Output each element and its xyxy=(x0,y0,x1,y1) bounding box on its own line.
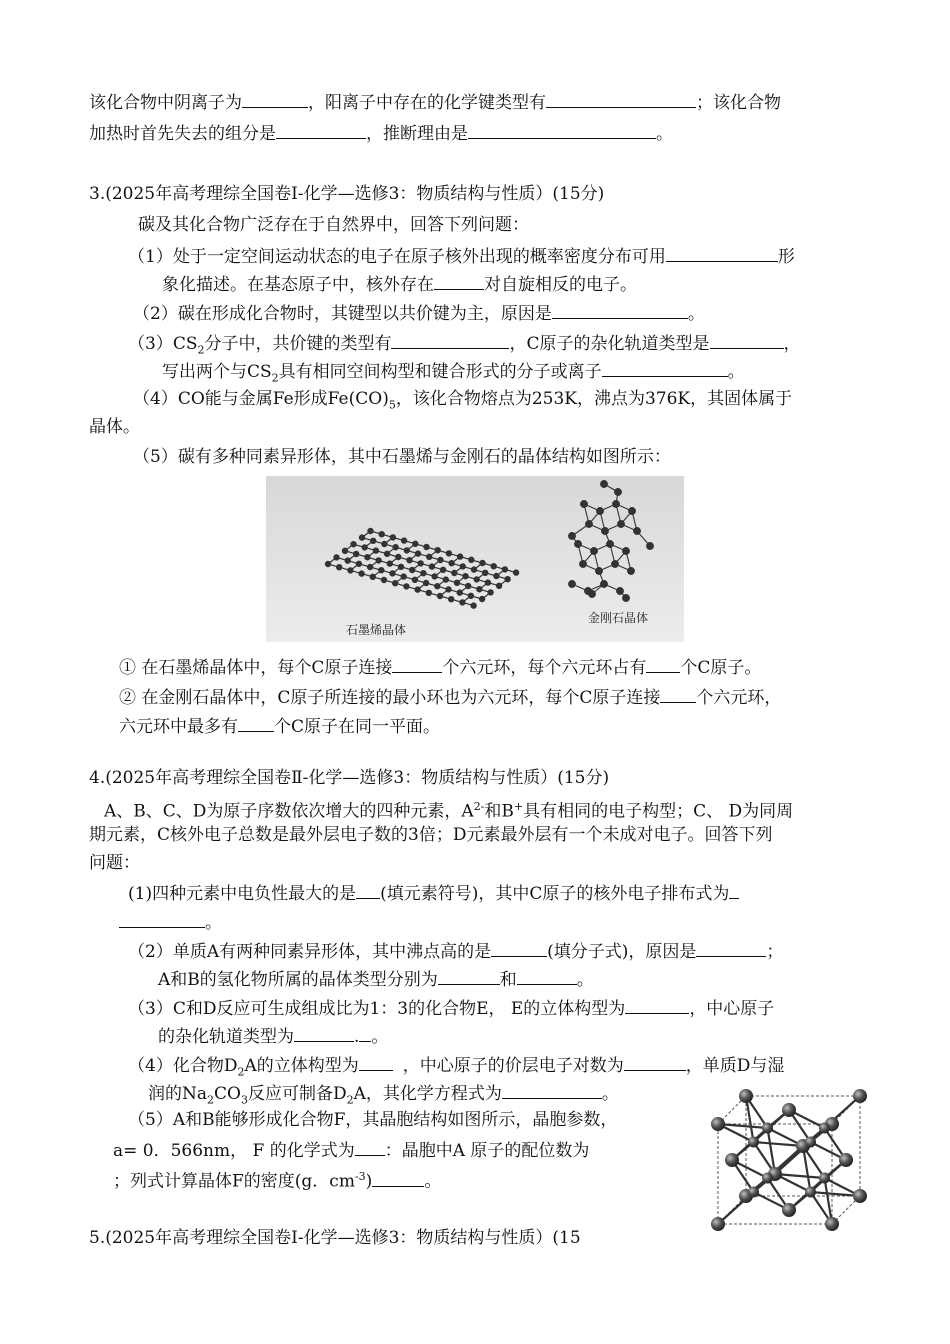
graphene-atom xyxy=(402,538,407,543)
graphene-atom xyxy=(457,590,462,595)
carbon-allotropes-figure xyxy=(266,476,684,642)
graphene-label: 石墨烯晶体 xyxy=(346,623,407,637)
diamond-atom xyxy=(589,591,596,598)
subscript: 2 xyxy=(207,1093,215,1107)
diamond-atom xyxy=(569,581,576,588)
graphene-atom xyxy=(390,571,395,576)
graphene-atom xyxy=(393,581,398,586)
graphene-atom xyxy=(485,580,490,585)
cell-atom-small xyxy=(819,1173,830,1184)
graphene-atom xyxy=(413,541,418,546)
graphene-atom xyxy=(441,567,446,572)
answer-blank[interactable] xyxy=(666,243,778,262)
text: A、B、C、D为原子序数依次增大的四种元素，A xyxy=(104,801,474,822)
text: 。 xyxy=(424,1171,442,1192)
graphene-atom xyxy=(334,555,339,560)
answer-blank[interactable] xyxy=(710,330,784,349)
q4-part5-cont xyxy=(113,1137,589,1161)
diamond-atom xyxy=(586,521,593,528)
answer-blank[interactable] xyxy=(359,1023,371,1042)
answer-blank[interactable] xyxy=(624,1052,686,1071)
q3-part3 xyxy=(128,330,801,357)
text: 个C原子在同一平面。 xyxy=(274,717,441,737)
graphene-atom xyxy=(379,532,384,537)
q4-part4 xyxy=(128,1052,785,1079)
graphene-atom xyxy=(356,561,361,566)
q3-part4 xyxy=(133,387,792,411)
q3-sub2-cont xyxy=(119,713,440,737)
answer-blank[interactable] xyxy=(517,966,577,985)
graphene-atom xyxy=(393,545,398,550)
text: ，中心原子 xyxy=(689,999,775,1019)
answer-blank[interactable] xyxy=(502,1080,602,1099)
graphene-atom xyxy=(365,555,370,560)
superscript: + xyxy=(513,800,524,813)
text: 。 xyxy=(205,913,222,933)
text: （2）碳在形成化合物时，其键型以共价键为主，原因是 xyxy=(133,304,552,324)
cell-atom-large xyxy=(725,1153,739,1167)
answer-blank[interactable] xyxy=(625,995,689,1014)
diamond-atom xyxy=(591,548,598,555)
graphene-atom xyxy=(505,577,510,582)
superscript: -3 xyxy=(354,1170,366,1183)
graphene-atom xyxy=(407,558,412,563)
graphene-atom xyxy=(488,590,493,595)
q5-heading: 5.(2025年高考理综全国卷Ⅰ-化学—选修3：物质结构与性质）(15 xyxy=(89,1228,581,1248)
text: a= 0．566nm， F 的化学式为 xyxy=(113,1141,355,1161)
text: （3）C和D反应可生成组成比为1：3的化合物E， E的立体构型为 xyxy=(128,999,626,1019)
subscript: 3 xyxy=(240,1093,248,1107)
text: A的立体构型为 xyxy=(244,1056,359,1076)
graphene-atom xyxy=(359,571,364,576)
text: 形 xyxy=(777,247,795,267)
diamond-atom xyxy=(623,595,630,602)
text: ② 在金刚石晶体中，C原子所连接的最小环也为六元环，每个C原子连接 xyxy=(119,688,661,708)
graphene-atom xyxy=(466,583,471,588)
cell-atom-large xyxy=(711,1117,725,1131)
diamond-atom xyxy=(602,528,609,535)
q3-sub2 xyxy=(119,684,781,708)
graphene-atom xyxy=(345,558,350,563)
answer-blank[interactable] xyxy=(491,938,547,957)
answer-blank[interactable] xyxy=(242,89,308,108)
q4-part1-cont xyxy=(119,909,222,933)
graphene-atom xyxy=(362,545,367,550)
graphene-atom xyxy=(483,570,488,575)
q4-part4-cont xyxy=(148,1080,619,1107)
q2-line-2 xyxy=(89,120,673,144)
text: ，C原子的杂化轨道类型是 xyxy=(509,334,710,354)
graphene-atom xyxy=(446,587,451,592)
graphene-atom xyxy=(468,593,473,598)
answer-blank[interactable] xyxy=(276,120,366,139)
subscript: 2 xyxy=(271,371,279,385)
graphene-atom xyxy=(342,548,347,553)
q4-intro-3: 问题： xyxy=(89,853,140,873)
text: ，单质D与湿 xyxy=(685,1056,785,1076)
q3-part1-cont xyxy=(162,271,637,295)
text: 和B xyxy=(484,801,514,822)
graphene-atom xyxy=(471,603,476,608)
subscript: 2 xyxy=(237,1065,245,1079)
graphene-atom xyxy=(480,596,485,601)
graphene-atom xyxy=(415,551,420,556)
graphene-atom xyxy=(415,587,420,592)
cell-atom-large xyxy=(782,1203,796,1217)
text: (填分子式)，原因是 xyxy=(547,942,697,962)
text: (1)四种元素中电负性最大的是 xyxy=(128,884,357,904)
graphene-atom xyxy=(359,535,364,540)
answer-blank[interactable] xyxy=(391,330,509,349)
graphene-atom xyxy=(398,564,403,569)
graphene-atom xyxy=(354,551,359,556)
graphene-atom xyxy=(351,542,356,547)
cell-atom-small xyxy=(819,1123,830,1134)
text: 的杂化轨道类型为 xyxy=(158,1027,294,1047)
graphene-atom xyxy=(497,583,502,588)
text: ① 在石墨烯晶体中，每个C原子连接 xyxy=(119,658,393,678)
cell-atom-large xyxy=(825,1217,839,1231)
graphene-atom xyxy=(449,561,454,566)
graphene-atom xyxy=(373,548,378,553)
answer-blank[interactable] xyxy=(238,713,274,732)
subscript: 2 xyxy=(346,1093,354,1107)
graphene-atom xyxy=(463,574,468,579)
text: 对自旋相反的电子。 xyxy=(484,275,637,295)
graphene-atom xyxy=(410,567,415,572)
subscript: 5 xyxy=(388,398,396,412)
diamond-atom xyxy=(607,541,614,548)
answer-blank[interactable] xyxy=(434,271,484,290)
q4-part2-cont xyxy=(158,966,594,990)
answer-blank[interactable] xyxy=(546,89,696,108)
text: 分子中，共价键的类型有 xyxy=(204,334,392,354)
graphene-atom xyxy=(477,587,482,592)
q3-part1 xyxy=(128,243,795,267)
answer-blank[interactable] xyxy=(355,1137,385,1156)
graphene-atom xyxy=(368,528,373,533)
graphene-atom xyxy=(502,567,507,572)
graphene-atom xyxy=(424,580,429,585)
text: （4）化合物D xyxy=(128,1056,238,1076)
text: ， xyxy=(783,334,801,354)
text: 。 xyxy=(371,1027,389,1047)
graphene-atom xyxy=(474,577,479,582)
diamond-atom xyxy=(596,568,603,575)
answer-blank[interactable] xyxy=(468,120,656,139)
graphene-atom xyxy=(452,570,457,575)
q3-part2 xyxy=(133,300,705,324)
text: ；该化合物 xyxy=(696,93,781,113)
diamond-atom xyxy=(580,561,587,568)
graphene-atom xyxy=(404,548,409,553)
graphene-atom xyxy=(469,557,474,562)
text: 个六元环，每个六元环占有 xyxy=(442,658,647,678)
graphene-atom xyxy=(460,600,465,605)
diamond-atom xyxy=(612,561,619,568)
answer-blank[interactable] xyxy=(119,909,205,928)
graphene-atom xyxy=(337,565,342,570)
graphene-atom xyxy=(401,574,406,579)
cell-atom-small xyxy=(748,1137,759,1148)
text: 和 xyxy=(499,970,517,990)
crystal-cell-graphic xyxy=(700,1086,872,1232)
text: 六元环中最多有 xyxy=(119,717,238,737)
answer-blank[interactable] xyxy=(359,1052,393,1071)
answer-blank[interactable] xyxy=(552,300,688,319)
graphene-atom xyxy=(370,574,375,579)
diamond-label: 金刚石晶体 xyxy=(588,611,649,625)
graphene-atom xyxy=(379,568,384,573)
q3-heading: 3.(2025年高考理综全国卷Ⅰ-化学—选修3：物质结构与性质）(15分) xyxy=(89,184,605,204)
diamond-atom xyxy=(623,548,630,555)
graphene-atom xyxy=(371,538,376,543)
answer-blank[interactable] xyxy=(392,654,442,673)
graphene-atom xyxy=(382,541,387,546)
graphene-atom xyxy=(494,573,499,578)
subscript: 2 xyxy=(197,343,205,357)
graphene-atom xyxy=(426,590,431,595)
cell-atom-small xyxy=(748,1187,759,1198)
diamond-atom xyxy=(628,568,635,575)
text: 个六元环， xyxy=(696,688,782,708)
q4-intro-1 xyxy=(104,795,794,822)
diamond-atom xyxy=(581,501,588,508)
graphene-atom xyxy=(325,561,330,566)
text: ，中心原子的价层电子对数为 xyxy=(402,1056,624,1076)
graphene-atom xyxy=(421,571,426,576)
diamond-atom xyxy=(601,481,608,488)
graphene-atom xyxy=(435,548,440,553)
text: ) xyxy=(365,1171,373,1192)
text: (填元素符号)，其中C原子的核外电子排布式为 xyxy=(380,884,730,904)
diamond-atom xyxy=(597,508,604,515)
graphene-atom xyxy=(491,564,496,569)
diamond-atom xyxy=(575,541,582,548)
diamond-atom xyxy=(647,543,654,550)
diamond-atom xyxy=(618,521,625,528)
text: 。 xyxy=(601,1084,619,1104)
text: ；列式计算晶体F的密度(g．cm xyxy=(113,1171,355,1192)
graphene-atom xyxy=(418,561,423,566)
graphene-atom xyxy=(437,593,442,598)
graphene-atom xyxy=(460,564,465,569)
text: 具有相同的电子构型；C、 D为同周 xyxy=(523,801,794,822)
text: ； xyxy=(766,942,784,962)
q4-part1 xyxy=(128,880,739,904)
diamond-atom xyxy=(613,501,620,508)
graphene-atom xyxy=(404,584,409,589)
graphene-atom xyxy=(438,557,443,562)
answer-blank[interactable] xyxy=(356,880,380,899)
graphene-atom xyxy=(454,580,459,585)
text: ，推断理由是 xyxy=(366,124,468,144)
text: 个C原子。 xyxy=(680,658,762,678)
q4-part3 xyxy=(128,995,774,1019)
diamond-atom xyxy=(615,489,622,496)
graphene-atom xyxy=(424,544,429,549)
cell-atom-small xyxy=(762,1173,773,1184)
q3-part3-cont xyxy=(162,358,745,385)
cell-atom-large xyxy=(711,1217,725,1231)
graphene-atom xyxy=(427,554,432,559)
q3-part4-cont: 晶体。 xyxy=(89,417,140,437)
q2-line-1 xyxy=(89,89,781,113)
text: 。 xyxy=(656,124,673,144)
text: （3）CS xyxy=(128,334,198,354)
graphene-atom xyxy=(435,584,440,589)
text: （1）处于一定空间运动状态的电子在原子核外出现的概率密度分布可用 xyxy=(128,247,666,267)
graphene-atom xyxy=(381,577,386,582)
graphene-atom xyxy=(385,551,390,556)
q3-sub1 xyxy=(119,654,761,678)
text: A和B的氢化物所属的晶体类型分别为 xyxy=(158,970,438,990)
graphene-atom xyxy=(446,551,451,556)
text: CO xyxy=(214,1084,241,1104)
diamond-atom xyxy=(617,588,624,595)
answer-blank[interactable] xyxy=(294,1023,354,1042)
graphene-atom xyxy=(368,564,373,569)
graphene-atom xyxy=(376,558,381,563)
q3-part5: （5）碳有多种同素异形体，其中石墨烯与金刚石的晶体结构如图所示： xyxy=(133,447,671,467)
text: ，阳离子中存在的化学键类型有 xyxy=(308,93,546,113)
q4-part5-cont2 xyxy=(113,1165,442,1192)
answer-blank[interactable] xyxy=(602,358,728,377)
graphene-atom xyxy=(449,597,454,602)
diamond-atom xyxy=(601,581,608,588)
text: 反应可制备D xyxy=(247,1084,347,1104)
graphene-atom xyxy=(429,564,434,569)
graphene-atom xyxy=(348,568,353,573)
cell-atom-small xyxy=(762,1123,773,1134)
cell-atom-large xyxy=(839,1153,853,1167)
graphene-atom xyxy=(443,577,448,582)
answer-blank[interactable] xyxy=(646,654,680,673)
graphene-atom xyxy=(432,574,437,579)
text: 。 xyxy=(576,970,594,990)
figure-graphic xyxy=(266,476,684,642)
text: （2）单质A有两种同素异形体，其中沸点高的是 xyxy=(128,942,492,962)
cell-atom-small xyxy=(805,1137,816,1148)
q3-intro: 碳及其化合物广泛存在于自然界中，回答下列问题： xyxy=(138,215,529,235)
diamond-atom xyxy=(569,533,576,540)
text: 加热时首先失去的组分是 xyxy=(89,124,276,144)
graphene-atom xyxy=(514,570,519,575)
text: . xyxy=(354,1027,360,1047)
text: 象化描述。在基态原子中，核外存在 xyxy=(162,275,434,295)
graphene-atom xyxy=(396,554,401,559)
q4-intro-2: 期元素，C核外电子总数是最外层电子数的3倍；D元素最外层有一个未成对电子。回答下列 xyxy=(89,825,773,845)
superscript: 2- xyxy=(473,800,485,813)
cell-atom-large xyxy=(739,1089,753,1103)
cell-atom-large xyxy=(853,1089,867,1103)
cell-atom-small xyxy=(805,1187,816,1198)
crystal-cell-figure xyxy=(700,1086,872,1232)
answer-blank[interactable] xyxy=(372,1168,424,1187)
graphene-atom xyxy=(412,577,417,582)
graphene-atom xyxy=(387,561,392,566)
text: 润的Na xyxy=(148,1084,208,1104)
q4-part3-cont xyxy=(158,1023,388,1047)
text: ，该化合物熔点为253K，沸点为376K，其固体属于 xyxy=(395,389,793,409)
cell-atom-large xyxy=(853,1189,867,1203)
q4-part5: （5）A和B能够形成化合物F，其晶胞结构如图所示，晶胞参数， xyxy=(128,1110,618,1130)
q4-part2 xyxy=(128,938,783,962)
graphene-atom xyxy=(480,560,485,565)
text: （4）CO能与金属Fe形成Fe(CO) xyxy=(133,389,389,409)
answer-blank[interactable] xyxy=(729,880,739,899)
text: ：晶胞中A 原子的配位数为 xyxy=(384,1141,590,1161)
text: 。 xyxy=(687,304,705,324)
answer-blank[interactable] xyxy=(438,966,500,985)
text: A，其化学方程式为 xyxy=(353,1084,502,1104)
q4-heading: 4.(2025年高考理综全国卷Ⅱ-化学—选修3：物质结构与性质）(15分) xyxy=(89,768,610,788)
text: 具有相同空间构型和键合形式的分子或离子 xyxy=(278,362,602,382)
text: 。 xyxy=(727,362,745,382)
graphene-atom xyxy=(458,554,463,559)
diamond-atom xyxy=(629,508,636,515)
graphene-atom xyxy=(471,567,476,572)
text: 写出两个与CS xyxy=(162,362,272,382)
diamond-atom xyxy=(634,528,641,535)
answer-blank[interactable] xyxy=(660,684,696,703)
text: 该化合物中阴离子为 xyxy=(89,93,242,113)
cell-atom-large xyxy=(782,1103,796,1117)
graphene-atom xyxy=(390,535,395,540)
answer-blank[interactable] xyxy=(696,938,766,957)
